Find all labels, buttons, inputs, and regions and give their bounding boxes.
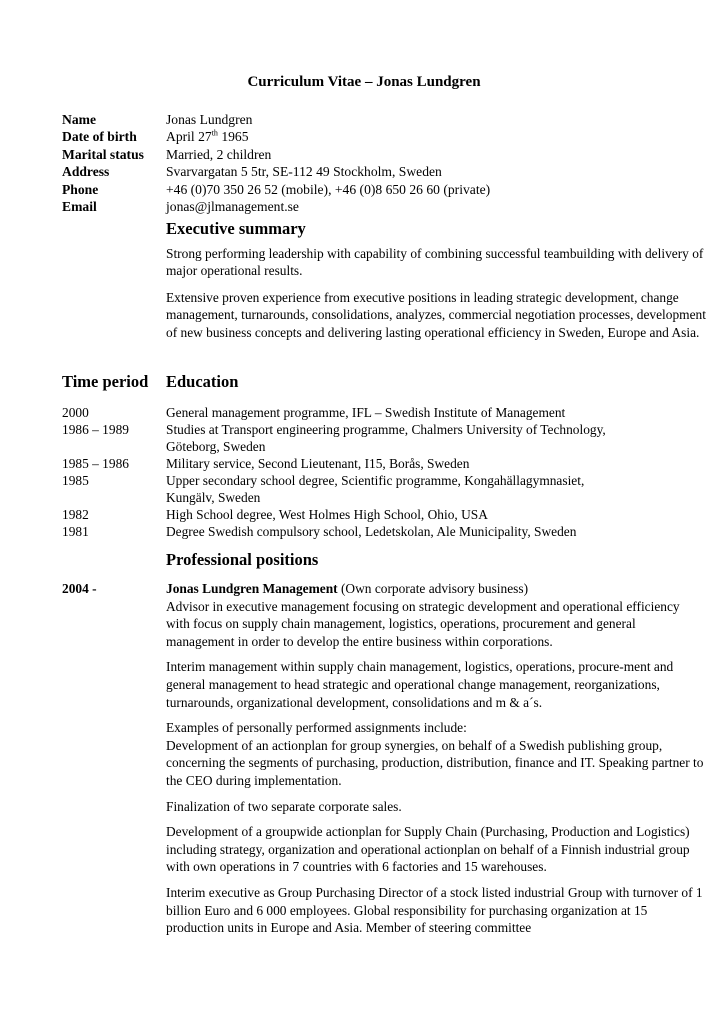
company-name: Jonas Lundgren Management <box>166 581 338 596</box>
position-title-line <box>166 580 706 598</box>
personal-info <box>62 111 702 215</box>
address-row <box>62 163 702 180</box>
education-row <box>62 421 722 455</box>
education-text: Degree Swedish compulsory school, Ledetskolan, Ale Municipality, Sweden <box>166 524 577 539</box>
education-row <box>62 472 722 506</box>
email-row <box>62 198 702 215</box>
education-text: Military service, Second Lieutenant, I15, Borås, Sweden <box>166 456 470 471</box>
phone-label: Phone <box>62 181 99 197</box>
summary-paragraph-1: Strong performing leadership with capability of combining successful teambuilding with delivery of major operational results. <box>166 245 704 279</box>
name-row <box>62 111 702 128</box>
position-paragraph-1: Advisor in executive management focusing on strategic development and operational efficiency with focus on supply chain management, logistics, operations, procurement and general management in order to develop the entire business within corporations. <box>166 598 680 649</box>
assignment-3: Development of a groupwide actionplan for Supply Chain (Purchasing, Production and Logistics) including strategy, organization and operational actionplan on behalf of a Finnish industrial group with own operations in 7 countries with 6 factories and 15 warehouses. <box>166 824 690 875</box>
position-details <box>166 580 706 937</box>
dob-value <box>166 128 249 145</box>
summary-paragraph-2: Extensive proven experience from executive positions in leading strategic development, change management, turnarounds, consolidations, analyzes, commercial negotiation processes, development of new business concepts and delivering lasting operational efficiency in Sweden, Europe and Asia. <box>166 289 706 340</box>
dob-row <box>62 128 702 145</box>
education-text: High School degree, West Holmes High School, Ohio, USA <box>166 507 488 522</box>
marital-value: Married, 2 children <box>166 146 272 162</box>
education-text: Upper secondary school degree, Scientific programme, Kongahällagymnasiet, Kungälv, Sweden <box>166 473 585 505</box>
dob-prefix: April 27 <box>166 129 212 145</box>
phone-row <box>62 181 702 198</box>
address-label: Address <box>62 164 110 180</box>
company-note: (Own corporate advisory business) <box>337 581 529 596</box>
dob-suffix: th <box>211 128 218 138</box>
time-period-label: Time period <box>62 372 149 391</box>
assignment-1: Development of an actionplan for group synergies, on behalf of a Swedish publishing group, concerning the segments of purchasing, production, distribution, finance and IT. Speaking partner to the CEO during implementation. <box>166 737 704 788</box>
education-date: 1986 – 1989 <box>62 422 129 437</box>
education-date: 2000 <box>62 405 89 420</box>
education-date: 1985 <box>62 473 89 488</box>
dob-label: Date of birth <box>62 129 137 145</box>
education-date: 1981 <box>62 524 89 539</box>
email-value[interactable]: jonas@jlmanagement.se <box>166 198 299 214</box>
executive-summary <box>166 220 706 342</box>
email-label: Email <box>62 198 97 214</box>
position-date: 2004 - <box>62 581 97 596</box>
education-row <box>62 455 722 472</box>
name-label: Name <box>62 112 96 127</box>
education-row <box>62 523 722 540</box>
dob-year: 1965 <box>217 129 249 145</box>
phone-value: +46 (0)70 350 26 52 (mobile), +46 (0)8 650 26 60 (private) <box>166 181 491 197</box>
education-text: Studies at Transport engineering programme, Chalmers University of Technology, Göteborg, Sweden <box>166 422 606 454</box>
name-value: Jonas Lundgren <box>166 112 253 127</box>
assignments-intro: Examples of personally performed assignments include: <box>166 720 467 736</box>
education-row <box>62 404 722 421</box>
summary-heading: Executive summary <box>166 219 306 238</box>
education-row <box>62 506 722 523</box>
positions-heading: Professional positions <box>166 550 319 569</box>
assignment-2: Finalization of two separate corporate sales. <box>166 798 402 814</box>
marital-label: Marital status <box>62 146 144 162</box>
document-title: Curriculum Vitae – Jonas Lundgren <box>247 74 481 90</box>
education-heading: Education <box>166 372 239 391</box>
education-list <box>62 404 722 540</box>
position-paragraph-2: Interim management within supply chain management, logistics, operations, procure-ment and general management to head strategic and operational change management, reorganizations, turnarounds, organizational development, consolidations and m & a´s. <box>166 659 674 710</box>
education-date: 1985 – 1986 <box>62 456 129 471</box>
education-text: General management programme, IFL – Swedish Institute of Management <box>166 405 566 420</box>
assignment-4: Interim executive as Group Purchasing Director of a stock listed industrial Group with turnover of 1 billion Euro and 6 000 employees. Global responsibility for purchasing organization at 15 production units in Europe and Asia. Member of steering committee <box>166 884 703 936</box>
education-date: 1982 <box>62 507 89 522</box>
marital-row <box>62 146 702 163</box>
address-value: Svarvargatan 5 5tr, SE-112 49 Stockholm, Sweden <box>166 164 442 180</box>
